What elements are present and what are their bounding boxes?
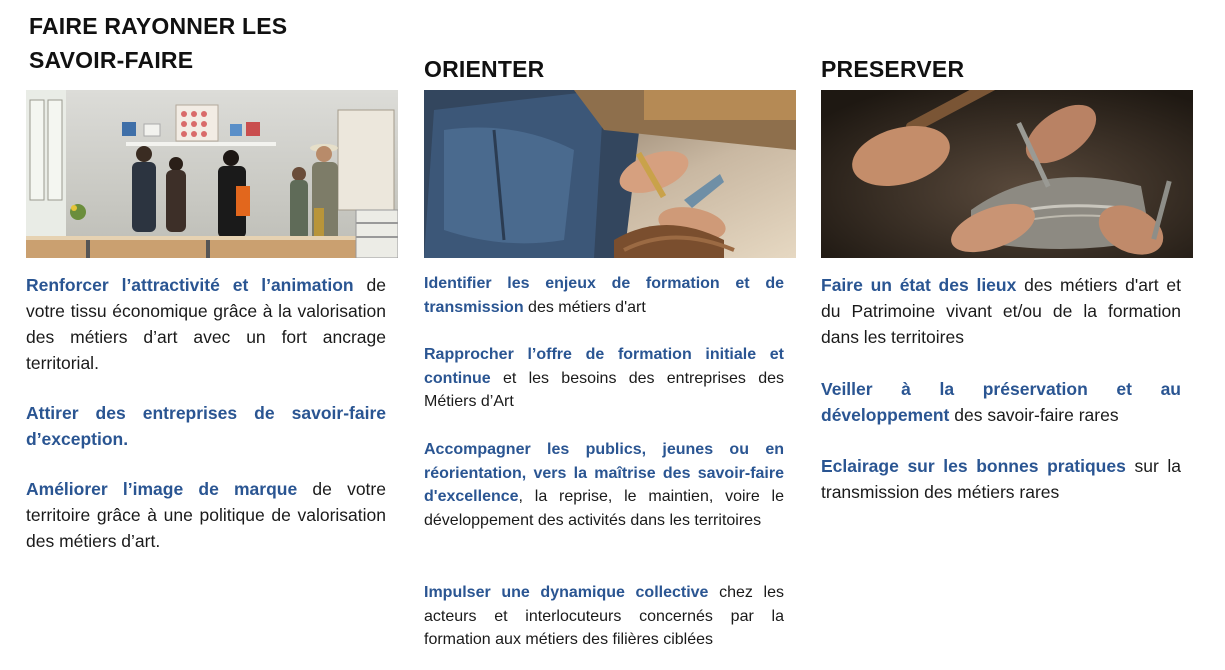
body-text: de votre territoire grâce à une politique de valorisation des métiers d’art.: [26, 479, 386, 551]
paragraph-accompagner: [424, 438, 784, 532]
highlight-text: Impulser une dynamique collective: [424, 584, 709, 601]
highlight-text: Accompagner les publics, jeunes ou en réorientation, vers la maîtrise des savoir-faire d'excellence: [424, 441, 784, 505]
heading-rayonner: [29, 9, 409, 77]
paragraph-rapprocher: [424, 343, 784, 414]
paragraph-enjeux: [424, 272, 784, 319]
highlight-text: Améliorer l’image de marque: [26, 479, 298, 499]
heading-line-2: SAVOIR-FAIRE: [29, 47, 194, 73]
photo-ciselure: [821, 90, 1193, 258]
photo-cuir: [424, 90, 796, 258]
body-text: et les besoins des entreprises des Métiers d’Art: [424, 369, 784, 410]
photo-atelier: [26, 90, 398, 258]
highlight-text: Identifier les enjeux de formation et de transmission: [424, 275, 784, 316]
paragraph-veiller: [821, 376, 1181, 428]
heading-preserver: PRESERVER: [821, 56, 965, 82]
paragraph-attirer: [26, 400, 386, 452]
paragraph-impulser: [424, 581, 784, 652]
body-text: sur la transmission des métiers rares: [821, 456, 1182, 502]
highlight-text: Faire un état des lieux: [821, 275, 1017, 295]
body-text: des métiers d'art: [523, 298, 646, 316]
paragraph-image-marque: [26, 476, 386, 554]
paragraph-attractivite: [26, 272, 386, 376]
body-text: chez les acteurs et interlocuteurs concernés par la formation aux métiers des filières ciblées: [424, 584, 785, 648]
highlight-text: Attirer des entreprises de savoir-faire d’exception.: [26, 403, 386, 449]
highlight-text: Renforcer l’attractivité et l’animation: [26, 275, 354, 295]
highlight-text: Veiller à la préservation et au développement: [821, 379, 1181, 425]
body-text: , la reprise, le maintien, voire le développement des activités dans les territoires: [424, 488, 784, 529]
highlight-text: Rapprocher l’offre de formation initiale et continue: [424, 346, 784, 387]
paragraph-etat-lieux: [821, 272, 1181, 350]
heading-orienter: ORIENTER: [424, 56, 545, 82]
highlight-text: Eclairage sur les bonnes pratiques: [821, 456, 1126, 476]
body-text: des métiers d'art et du Patrimoine vivant et/ou de la formation dans les territoires: [821, 275, 1181, 347]
paragraph-eclairage: [821, 453, 1181, 505]
body-text: de votre tissu économique grâce à la valorisation des métiers d’art avec un fort ancrage territorial.: [26, 275, 386, 373]
body-text: des savoir-faire rares: [949, 405, 1119, 425]
heading-line-1: FAIRE RAYONNER LES: [29, 13, 288, 39]
